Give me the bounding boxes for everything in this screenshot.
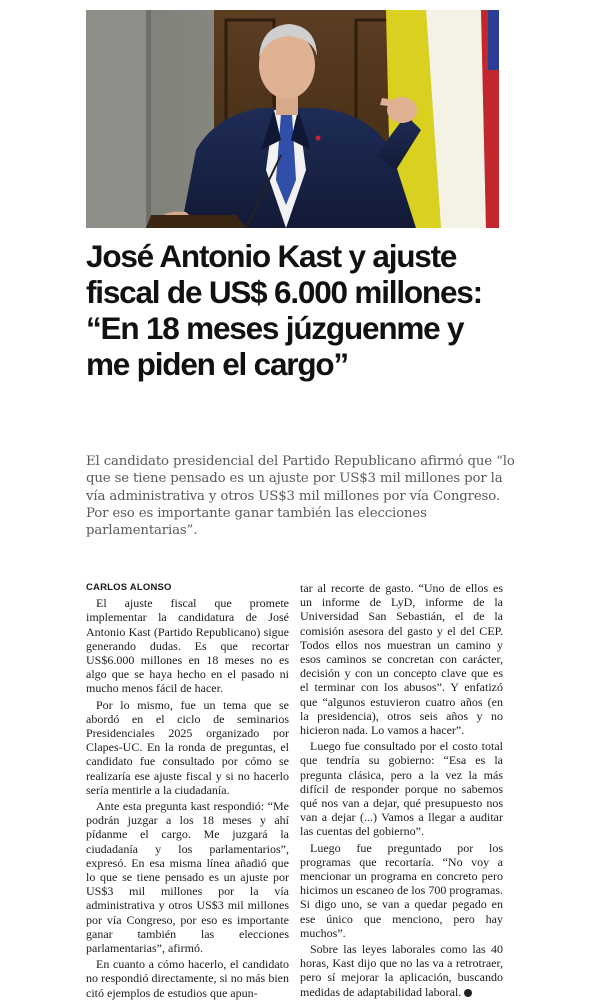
article-column-1 bbox=[86, 581, 289, 1002]
paragraph: tar al recorte de gasto. “Uno de ellos es un informe de LyD, informe de la Universidad San Sebastián, el de la comisión asesora del gasto y el del CEP. Todos ellos nos muestran un camino y esos caminos se concretan con carácter, decisión y con un concepto clave que es el terminar con los abusos”. Y enfatizó que “algunos estuvieron cuatro años (en la presidencia), otros seis años y no hicieron nada. Lo vamos a hacer”. bbox=[300, 581, 503, 738]
politician-speaking-photo bbox=[86, 10, 499, 228]
article-photo bbox=[86, 10, 499, 228]
article-lead: El candidato presidencial del Partido Republicano afirmó que “lo que se tiene pensado es un ajuste por US$3 mil millones por la vía administrativa y otros US$3 mil millones por vía Congreso. Por eso es importante ganar también las elecciones parlamentarias”. bbox=[86, 454, 515, 539]
article-headline: José Antonio Kast y ajuste fiscal de US$ 6.000 millones: “En 18 meses júzguenme y me piden el cargo” bbox=[86, 238, 482, 382]
end-of-article-icon bbox=[464, 989, 472, 997]
paragraph-text: Sobre las leyes laborales como las 40 horas, Kast dijo que no las va a retrotraer, pero sí mejorar la aplicación, buscando medidas de adaptabilidad laboral. bbox=[300, 942, 503, 999]
paragraph: Ante esta pregunta kast respondió: “Me podrán juzgar a los 18 meses y ahí pídanme el cargo. Me juzgará la ciudadanía y los parlamentarios”, expresó. En esa misma línea añadió que lo que se tiene pensado es un ajuste por US$3 mil millones por la vía administrativa y otros US$3 mil millones por vía Congreso, por eso es importante ganar también las elecciones parlamentarias”, afirmó. bbox=[86, 799, 289, 956]
paragraph: Luego fue preguntado por los programas que recortaría. “No voy a mencionar un programa en concreto pero hicimos un escaneo de los 700 programas. Si digo uno, se van a quedar pegado en ese único que menciono, pero hay muchos”. bbox=[300, 840, 503, 940]
article-byline: CARLOS ALONSO bbox=[86, 582, 172, 593]
paragraph: El ajuste fiscal que promete implementar la candidatura de José Antonio Kast (Partido Republicano) sigue generando dudas. Es que recortar US$6.000 millones en 18 meses no es algo que se haya hecho en el pasado ni mucho menos fácil de hacer. bbox=[86, 596, 289, 696]
paragraph: En cuanto a cómo hacerlo, el candidato no respondió directamente, si no más bien citó ejemplos de estudios que apun- bbox=[86, 957, 289, 1000]
article-column-2 bbox=[300, 581, 503, 1001]
paragraph: Por lo mismo, fue un tema que se abordó en el ciclo de seminarios Presidenciales 2025 organizado por Clapes-UC. En la ronda de preguntas, el candidato fue consultado por cómo se realizaría ese ajuste fiscal y si no hacerlo sería mentirle a la ciudadanía. bbox=[86, 697, 289, 797]
paragraph: Luego fue consultado por el costo total que tendría su gobierno: “Esa es la pregunta clásica, pero a la vez la más difícil de responder porque no sabemos qué nos van a dejar, qué presupuesto nos van a dejar (...) Vamos a llegar a auditar las cuentas del gobierno”. bbox=[300, 739, 503, 839]
paragraph-last bbox=[300, 942, 503, 999]
